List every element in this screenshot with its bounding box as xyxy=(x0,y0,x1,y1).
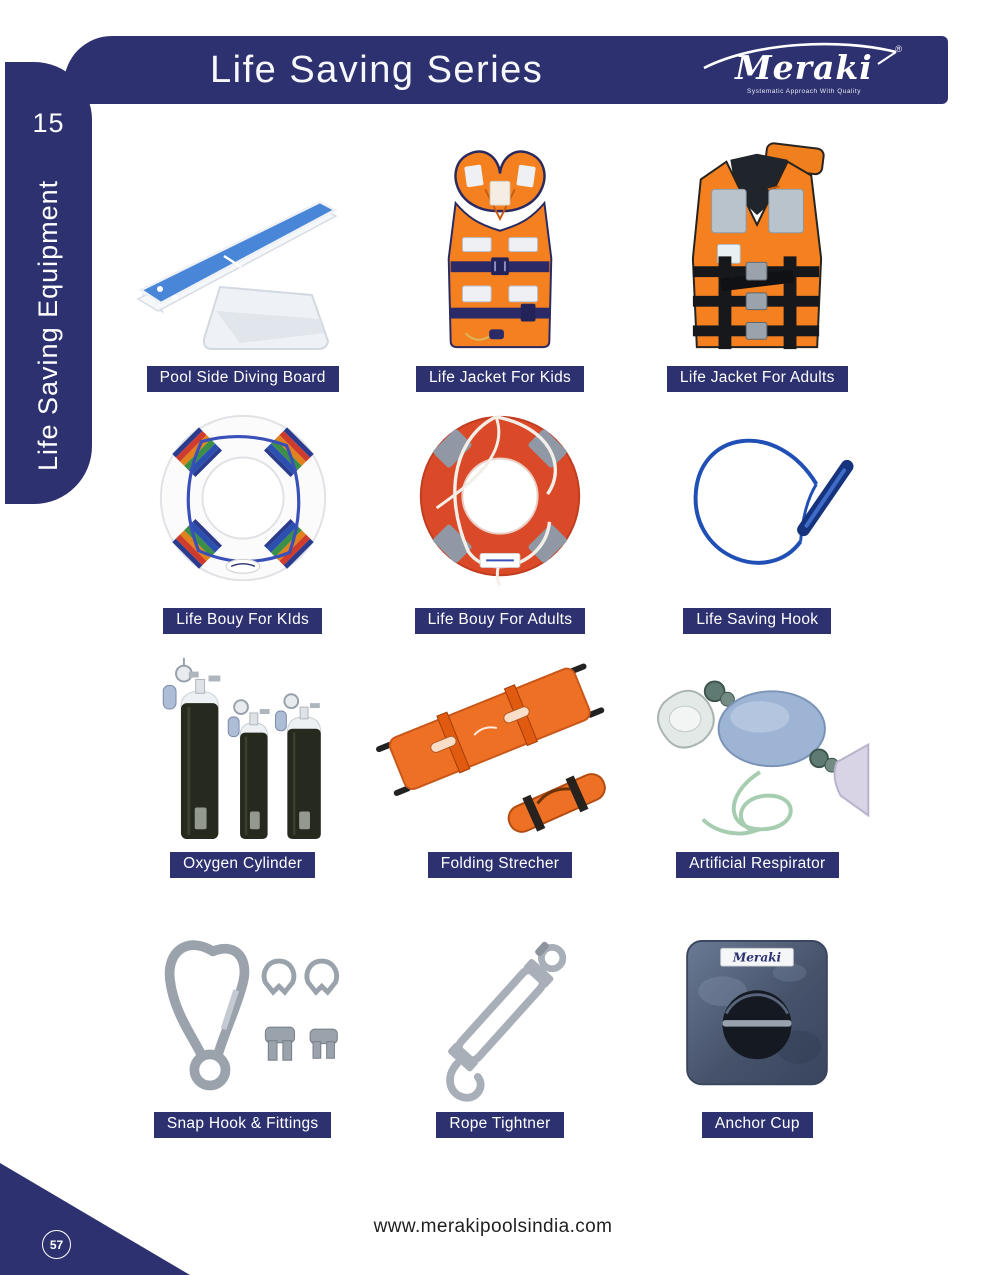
product-card-rope-tightner xyxy=(371,926,628,1138)
product-label: Snap Hook & Fittings xyxy=(154,1112,332,1138)
product-card-oxygen-cylinder xyxy=(114,646,371,878)
anchor-cup-image xyxy=(668,926,846,1103)
page-title: Life Saving Series xyxy=(210,48,544,91)
product-card-folding-stretcher xyxy=(371,646,628,878)
product-card-anchor-cup xyxy=(629,926,886,1138)
artificial-respirator-image xyxy=(643,646,871,843)
product-row-3 xyxy=(114,646,886,878)
product-card-diving-board xyxy=(114,140,371,392)
chapter-number: 15 xyxy=(32,108,65,138)
chapter-title: Life Saving Equipment xyxy=(33,179,63,472)
product-card-life-buoy-adults xyxy=(371,402,628,634)
registered-mark: ® xyxy=(895,44,902,54)
header-banner xyxy=(64,36,948,104)
life-buoy-kids-image xyxy=(144,405,342,599)
product-label: Life Saving Hook xyxy=(683,608,831,634)
product-label: Life Jacket For Kids xyxy=(416,366,584,392)
page-number-badge: 57 xyxy=(42,1230,71,1259)
product-label: Pool Side Diving Board xyxy=(147,366,339,392)
product-row-1 xyxy=(114,140,886,392)
life-saving-hook-image xyxy=(658,405,856,599)
product-label: Life Bouy For KIds xyxy=(163,608,322,634)
product-label: Life Bouy For Adults xyxy=(415,608,586,634)
product-card-life-saving-hook xyxy=(629,402,886,634)
product-label: Rope Tightner xyxy=(436,1112,563,1138)
product-row-2 xyxy=(114,402,886,634)
oxygen-cylinder-image xyxy=(129,646,357,843)
product-label: Oxygen Cylinder xyxy=(170,852,315,878)
brand-logo xyxy=(694,38,914,102)
chapter-tab xyxy=(5,62,92,504)
product-label: Folding Strecher xyxy=(428,852,573,878)
rope-tightner-image xyxy=(397,926,603,1103)
product-card-snap-hook xyxy=(114,926,371,1138)
folding-stretcher-image xyxy=(376,646,624,843)
brand-tagline: Systematic Approach With Quality xyxy=(747,88,861,95)
product-row-4 xyxy=(114,926,886,1138)
product-label: Anchor Cup xyxy=(702,1112,813,1138)
brand-name: Meraki xyxy=(735,48,873,87)
website-link[interactable]: www.merakipoolsindia.com xyxy=(373,1216,613,1237)
life-buoy-adults-image xyxy=(401,405,599,599)
product-label: Life Jacket For Adults xyxy=(667,366,848,392)
life-jacket-kids-image xyxy=(404,140,596,357)
life-jacket-adults-image xyxy=(661,140,853,357)
diving-board-image xyxy=(120,161,366,357)
product-card-life-buoy-kids xyxy=(114,402,371,634)
product-label: Artificial Respirator xyxy=(676,852,838,878)
snap-hook-fittings-image xyxy=(130,926,356,1103)
product-card-life-jacket-adults xyxy=(629,140,886,392)
anchor-cup-logo-text: Meraki xyxy=(733,950,782,965)
product-card-artificial-respirator xyxy=(629,646,886,878)
product-card-life-jacket-kids xyxy=(371,140,628,392)
